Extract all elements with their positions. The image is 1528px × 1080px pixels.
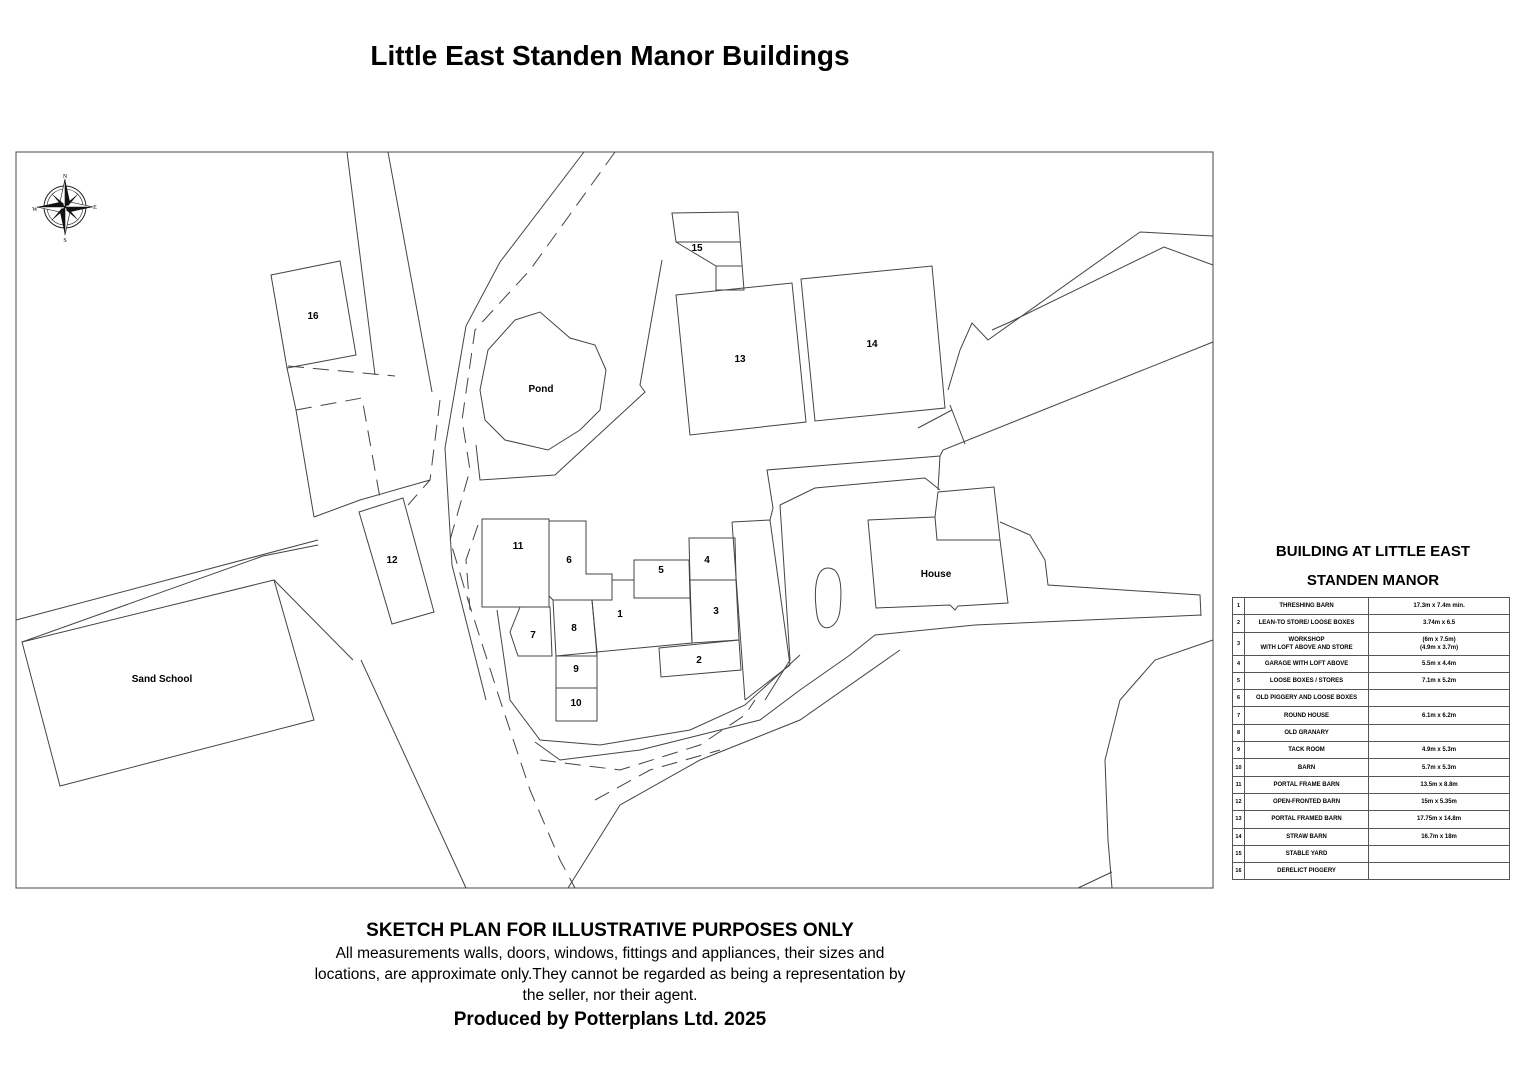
legend-desc: PORTAL FRAME BARN (1244, 776, 1368, 793)
legend-size: 13.5m x 8.8m (1369, 776, 1510, 793)
legend-row (1233, 655, 1510, 672)
legend-desc: LOOSE BOXES / STORES (1244, 672, 1368, 689)
label-7: 7 (530, 630, 536, 641)
house-annex (935, 517, 1000, 540)
legend-num: 11 (1233, 776, 1245, 793)
compass-e: E (93, 205, 97, 211)
legend-row (1233, 598, 1510, 615)
track-line (992, 247, 1213, 330)
label-12: 12 (386, 555, 398, 566)
legend-desc: OLD PIGGERY AND LOOSE BOXES (1244, 690, 1368, 707)
legend-row (1233, 724, 1510, 741)
legend-desc: ROUND HOUSE (1244, 707, 1368, 724)
building-15-link (676, 242, 742, 266)
track-line (918, 410, 952, 428)
label-14: 14 (866, 339, 878, 350)
legend-desc: OLD GRANARY (1244, 724, 1368, 741)
track-line (22, 545, 318, 642)
compass-w: W (32, 207, 38, 213)
legend-size (1369, 690, 1510, 707)
label-8: 8 (571, 623, 577, 634)
building-4 (689, 538, 736, 580)
legend-size: 7.1m x 5.2m (1369, 672, 1510, 689)
label-6: 6 (566, 555, 572, 566)
track-line (950, 405, 965, 444)
legend-num: 10 (1233, 759, 1245, 776)
turning-circle (815, 568, 841, 628)
legend-row (1233, 793, 1510, 810)
legend-num: 9 (1233, 742, 1245, 759)
legend-table (1232, 597, 1510, 880)
track-line (1105, 640, 1213, 888)
footer (300, 920, 920, 1031)
disclaimer-heading: SKETCH PLAN FOR ILLUSTRATIVE PURPOSES ONLY (366, 920, 854, 941)
track-line (535, 615, 1201, 760)
legend-row (1233, 776, 1510, 793)
track-line (497, 610, 800, 745)
legend-num: 1 (1233, 598, 1245, 615)
label-5: 5 (658, 565, 664, 576)
label-pond: Pond (528, 384, 554, 395)
legend-size: 17.75m x 14.8m (1369, 811, 1510, 828)
dashed-track (450, 152, 615, 888)
disclaimer-text: All measurements walls, doors, windows, fittings and appliances, their sizes and locations, are approximate only.They cannot be regarded as being a representation by the seller, nor their agent. (314, 945, 906, 1004)
legend-size: 5.5m x 4.4m (1369, 655, 1510, 672)
legend-num: 2 (1233, 615, 1245, 632)
legend-num: 16 (1233, 863, 1245, 880)
track-line (1078, 872, 1112, 888)
compass-n: N (62, 174, 68, 180)
track-line (476, 260, 662, 480)
legend-row (1233, 632, 1510, 655)
legend-desc: WORKSHOP WITH LOFT ABOVE AND STORE (1244, 632, 1368, 655)
legend-title-line2: STANDEN MANOR (1306, 572, 1440, 589)
track-line (765, 505, 790, 700)
label-4: 4 (704, 555, 710, 566)
legend-size (1369, 724, 1510, 741)
track-line (767, 342, 1213, 520)
legend-desc: LEAN-TO STORE/ LOOSE BOXES (1244, 615, 1368, 632)
track-line (1000, 522, 1201, 616)
label-house: House (920, 569, 952, 580)
legend-size: 4.9m x 5.3m (1369, 742, 1510, 759)
legend-size: 3.74m x 6.5 (1369, 615, 1510, 632)
track-line (780, 478, 940, 505)
label-9: 9 (573, 664, 579, 675)
legend-num: 12 (1233, 793, 1245, 810)
legend-size: 6.1m x 6.2m (1369, 707, 1510, 724)
legend-num: 8 (1233, 724, 1245, 741)
legend-desc: GARAGE WITH LOFT ABOVE (1244, 655, 1368, 672)
legend-desc: DERELICT PIGGERY (1244, 863, 1368, 880)
dashed-track (540, 700, 755, 770)
producer-credit: Produced by Potterplans Ltd. 2025 (453, 1009, 767, 1030)
label-10: 10 (570, 698, 582, 709)
label-11: 11 (512, 541, 524, 552)
label-16: 16 (307, 311, 319, 322)
track-line (347, 152, 375, 375)
building-6 (549, 521, 612, 600)
track-line (568, 650, 900, 888)
legend-desc: THRESHING BARN (1244, 598, 1368, 615)
legend-row (1233, 759, 1510, 776)
legend-desc: STRAW BARN (1244, 828, 1368, 845)
map-frame (16, 152, 1213, 888)
label-sand-school: Sand School (131, 674, 193, 685)
compass-s: S (63, 238, 67, 244)
track-line (361, 660, 466, 888)
legend-size (1369, 845, 1510, 862)
building-1 (592, 574, 692, 652)
legend-row (1233, 672, 1510, 689)
legend-title (1232, 537, 1514, 595)
legend-desc: TACK ROOM (1244, 742, 1368, 759)
pond (480, 312, 606, 450)
track-line (732, 522, 745, 700)
legend-desc: PORTAL FRAMED BARN (1244, 811, 1368, 828)
legend-row (1233, 742, 1510, 759)
legend-size: 16.7m x 18m (1369, 828, 1510, 845)
legend-num: 13 (1233, 811, 1245, 828)
dashed-track (408, 400, 440, 505)
track-line (938, 456, 940, 490)
legend-size: 17.3m x 7.4m min. (1369, 598, 1510, 615)
label-1: 1 (617, 609, 623, 620)
legend-size: (6m x 7.5m) (4.9m x 3.7m) (1369, 632, 1510, 655)
label-2: 2 (696, 655, 702, 666)
legend-num: 5 (1233, 672, 1245, 689)
compass-rose (32, 174, 97, 244)
legend-row (1233, 690, 1510, 707)
track-line (948, 232, 1213, 390)
legend-row (1233, 707, 1510, 724)
dashed-track (288, 366, 395, 376)
building-16-yard (287, 368, 314, 517)
dashed-track (595, 750, 720, 800)
legend-size (1369, 863, 1510, 880)
legend-row (1233, 811, 1510, 828)
legend-num: 14 (1233, 828, 1245, 845)
legend-size: 5.7m x 5.3m (1369, 759, 1510, 776)
legend-num: 6 (1233, 690, 1245, 707)
legend-row (1233, 863, 1510, 880)
legend-row (1233, 615, 1510, 632)
label-3: 3 (713, 606, 719, 617)
building-15 (672, 212, 744, 290)
legend-num: 15 (1233, 845, 1245, 862)
legend-num: 4 (1233, 655, 1245, 672)
label-15: 15 (691, 243, 703, 254)
legend-title-line1: BUILDING AT LITTLE EAST (1275, 543, 1471, 560)
track-line (314, 480, 430, 517)
legend-desc: STABLE YARD (1244, 845, 1368, 862)
track-line (445, 152, 584, 700)
legend-row (1233, 828, 1510, 845)
track-line (388, 152, 432, 392)
label-13: 13 (734, 354, 746, 365)
legend-desc: OPEN-FRONTED BARN (1244, 793, 1368, 810)
legend-num: 7 (1233, 707, 1245, 724)
dashed-track (466, 525, 478, 610)
page-title: Little East Standen Manor Buildings (370, 40, 850, 71)
house (868, 487, 1008, 610)
legend-desc: BARN (1244, 759, 1368, 776)
legend-num: 3 (1233, 632, 1245, 655)
legend-size: 15m x 5.35m (1369, 793, 1510, 810)
legend-row (1233, 845, 1510, 862)
building-11 (482, 519, 549, 607)
